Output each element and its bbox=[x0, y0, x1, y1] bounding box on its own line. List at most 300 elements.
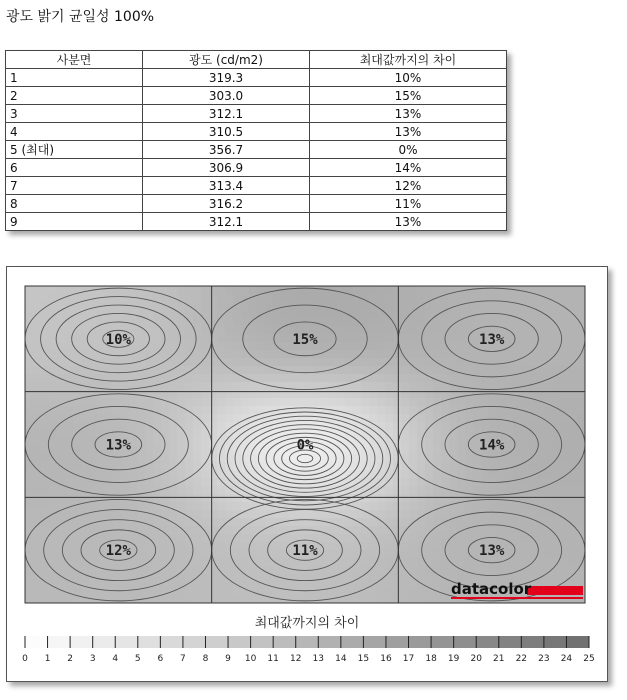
heatmap-pixel bbox=[561, 534, 570, 543]
heatmap-pixel bbox=[129, 470, 138, 479]
heatmap-pixel bbox=[193, 446, 202, 455]
heatmap-pixel bbox=[409, 294, 418, 303]
heatmap-pixel bbox=[33, 494, 42, 503]
heatmap-pixel bbox=[481, 598, 490, 607]
heatmap-pixel bbox=[105, 590, 114, 599]
heatmap-pixel bbox=[433, 518, 442, 527]
heatmap-pixel bbox=[457, 526, 466, 535]
heatmap-pixel bbox=[289, 510, 298, 519]
heatmap-pixel bbox=[97, 422, 106, 431]
heatmap-pixel bbox=[385, 358, 394, 367]
heatmap-pixel bbox=[169, 358, 178, 367]
heatmap-pixel bbox=[577, 358, 586, 367]
heatmap-pixel bbox=[369, 590, 378, 599]
heatmap-pixel bbox=[265, 374, 274, 383]
heatmap-pixel bbox=[537, 422, 546, 431]
heatmap-pixel bbox=[81, 446, 90, 455]
heatmap-pixel bbox=[193, 534, 202, 543]
heatmap-pixel bbox=[401, 358, 410, 367]
heatmap-pixel bbox=[377, 342, 386, 351]
heatmap-pixel bbox=[513, 326, 522, 335]
heatmap-pixel bbox=[401, 438, 410, 447]
heatmap-pixel bbox=[25, 414, 34, 423]
heatmap-pixel bbox=[57, 350, 66, 359]
heatmap-pixel bbox=[241, 590, 250, 599]
heatmap-pixel bbox=[105, 286, 114, 295]
heatmap-pixel bbox=[361, 542, 370, 551]
heatmap-pixel bbox=[489, 318, 498, 327]
heatmap-pixel bbox=[577, 310, 586, 319]
heatmap-pixel bbox=[177, 286, 186, 295]
heatmap-pixel bbox=[313, 358, 322, 367]
heatmap-pixel bbox=[273, 382, 282, 391]
heatmap-pixel bbox=[457, 558, 466, 567]
heatmap-pixel bbox=[425, 342, 434, 351]
heatmap-pixel bbox=[201, 486, 210, 495]
scale-segment bbox=[409, 636, 432, 648]
heatmap-pixel bbox=[121, 414, 130, 423]
heatmap-pixel bbox=[193, 374, 202, 383]
heatmap-pixel bbox=[353, 382, 362, 391]
heatmap-pixel bbox=[217, 502, 226, 511]
heatmap-pixel bbox=[497, 318, 506, 327]
heatmap-pixel bbox=[217, 542, 226, 551]
heatmap-pixel bbox=[417, 294, 426, 303]
heatmap-pixel bbox=[537, 526, 546, 535]
heatmap-pixel bbox=[177, 374, 186, 383]
heatmap-pixel bbox=[105, 574, 114, 583]
heatmap-pixel bbox=[209, 334, 218, 343]
scale-segment bbox=[48, 636, 71, 648]
cell-luminance: 319.3 bbox=[143, 69, 310, 87]
heatmap-pixel bbox=[169, 294, 178, 303]
heatmap-pixel bbox=[73, 430, 82, 439]
heatmap-pixel bbox=[545, 470, 554, 479]
heatmap-pixel bbox=[25, 366, 34, 375]
heatmap-pixel bbox=[177, 358, 186, 367]
heatmap-pixel bbox=[129, 366, 138, 375]
heatmap-pixel bbox=[265, 398, 274, 407]
heatmap-pixel bbox=[297, 494, 306, 503]
heatmap-pixel bbox=[433, 510, 442, 519]
heatmap-pixel bbox=[241, 502, 250, 511]
heatmap-pixel bbox=[177, 542, 186, 551]
scale-tick-label: 18 bbox=[425, 654, 437, 664]
heatmap-pixel bbox=[289, 518, 298, 527]
heatmap-pixel bbox=[201, 302, 210, 311]
heatmap-pixel bbox=[409, 526, 418, 535]
heatmap-pixel bbox=[249, 342, 258, 351]
cell-luminance: 316.2 bbox=[143, 195, 310, 213]
heatmap-pixel bbox=[217, 534, 226, 543]
heatmap-pixel bbox=[505, 550, 514, 559]
heatmap-pixel bbox=[225, 414, 234, 423]
heatmap-pixel bbox=[257, 550, 266, 559]
heatmap-pixel bbox=[161, 374, 170, 383]
heatmap-pixel bbox=[89, 430, 98, 439]
heatmap-pixel bbox=[393, 302, 402, 311]
heatmap-pixel bbox=[185, 534, 194, 543]
heatmap-pixel bbox=[209, 542, 218, 551]
heatmap-pixel bbox=[569, 494, 578, 503]
heatmap-pixel bbox=[473, 422, 482, 431]
heatmap-pixel bbox=[257, 366, 266, 375]
heatmap-pixel bbox=[377, 350, 386, 359]
heatmap-pixel bbox=[497, 502, 506, 511]
cell-quadrant: 5 (최대) bbox=[6, 141, 143, 159]
heatmap-pixel bbox=[305, 398, 314, 407]
heatmap-pixel bbox=[489, 310, 498, 319]
heatmap-pixel bbox=[177, 382, 186, 391]
heatmap-pixel bbox=[249, 398, 258, 407]
heatmap-pixel bbox=[313, 590, 322, 599]
heatmap-pixel bbox=[57, 470, 66, 479]
heatmap-pixel bbox=[41, 358, 50, 367]
heatmap-pixel bbox=[377, 502, 386, 511]
cell-quadrant: 9 bbox=[6, 213, 143, 231]
heatmap-pixel bbox=[33, 342, 42, 351]
heatmap-pixel bbox=[65, 462, 74, 471]
heatmap-pixel bbox=[481, 302, 490, 311]
heatmap-pixel bbox=[49, 550, 58, 559]
heatmap-pixel bbox=[417, 494, 426, 503]
heatmap-pixel bbox=[241, 598, 250, 607]
heatmap-pixel bbox=[201, 582, 210, 591]
heatmap-pixel bbox=[561, 566, 570, 575]
heatmap-pixel bbox=[33, 534, 42, 543]
heatmap-pixel bbox=[417, 358, 426, 367]
heatmap-pixel bbox=[313, 582, 322, 591]
heatmap-pixel bbox=[561, 334, 570, 343]
heatmap-pixel bbox=[545, 446, 554, 455]
heatmap-pixel bbox=[513, 470, 522, 479]
scale-segment bbox=[454, 636, 477, 648]
heatmap-pixel bbox=[201, 326, 210, 335]
heatmap-pixel bbox=[417, 486, 426, 495]
heatmap-pixel bbox=[353, 566, 362, 575]
heatmap-pixel bbox=[313, 574, 322, 583]
heatmap-pixel bbox=[201, 590, 210, 599]
cell-luminance: 312.1 bbox=[143, 213, 310, 231]
heatmap-pixel bbox=[393, 310, 402, 319]
heatmap-pixel bbox=[441, 310, 450, 319]
heatmap-pixel bbox=[265, 350, 274, 359]
heatmap-pixel bbox=[233, 398, 242, 407]
heatmap-pixel bbox=[545, 414, 554, 423]
scale-segment bbox=[386, 636, 409, 648]
heatmap-pixel bbox=[209, 318, 218, 327]
heatmap-pixel bbox=[153, 446, 162, 455]
heatmap-pixel bbox=[225, 318, 234, 327]
heatmap-pixel bbox=[41, 374, 50, 383]
heatmap-pixel bbox=[441, 526, 450, 535]
heatmap-pixel bbox=[425, 574, 434, 583]
heatmap-pixel bbox=[97, 558, 106, 567]
heatmap-pixel bbox=[457, 550, 466, 559]
heatmap-pixel bbox=[193, 558, 202, 567]
heatmap-pixel bbox=[345, 302, 354, 311]
heatmap-pixel bbox=[577, 374, 586, 383]
heatmap-pixel bbox=[161, 286, 170, 295]
heatmap-pixel bbox=[561, 478, 570, 487]
heatmap-pixel bbox=[505, 534, 514, 543]
heatmap-pixel bbox=[113, 286, 122, 295]
heatmap-pixel bbox=[465, 438, 474, 447]
heatmap-pixel bbox=[425, 446, 434, 455]
heatmap-pixel bbox=[417, 310, 426, 319]
heatmap-pixel bbox=[281, 534, 290, 543]
heatmap-pixel bbox=[41, 430, 50, 439]
heatmap-pixel bbox=[201, 558, 210, 567]
heatmap-pixel bbox=[57, 334, 66, 343]
heatmap-pixel bbox=[297, 310, 306, 319]
heatmap-pixel bbox=[185, 398, 194, 407]
heatmap-pixel bbox=[185, 286, 194, 295]
scale-segment bbox=[251, 636, 274, 648]
heatmap-pixel bbox=[305, 358, 314, 367]
heatmap-pixel bbox=[505, 510, 514, 519]
heatmap-pixel bbox=[73, 366, 82, 375]
heatmap-pixel bbox=[321, 294, 330, 303]
heatmap-pixel bbox=[521, 358, 530, 367]
heatmap-pixel bbox=[249, 526, 258, 535]
heatmap-pixel bbox=[201, 406, 210, 415]
heatmap-pixel bbox=[233, 550, 242, 559]
heatmap-pixel bbox=[161, 518, 170, 527]
heatmap-pixel bbox=[569, 510, 578, 519]
heatmap-pixel bbox=[137, 502, 146, 511]
heatmap-pixel bbox=[105, 582, 114, 591]
heatmap-pixel bbox=[217, 414, 226, 423]
heatmap-pixel bbox=[433, 286, 442, 295]
heatmap-pixel bbox=[329, 526, 338, 535]
heatmap-pixel bbox=[505, 470, 514, 479]
heatmap-pixel bbox=[401, 382, 410, 391]
heatmap-pixel bbox=[297, 294, 306, 303]
heatmap-pixel bbox=[537, 342, 546, 351]
heatmap-pixel bbox=[433, 454, 442, 463]
scale-tick-label: 7 bbox=[180, 654, 186, 664]
heatmap-pixel bbox=[401, 574, 410, 583]
heatmap-pixel bbox=[553, 598, 562, 607]
heatmap-pixel bbox=[33, 526, 42, 535]
heatmap-pixel bbox=[113, 582, 122, 591]
heatmap-pixel bbox=[321, 534, 330, 543]
heatmap-pixel bbox=[33, 542, 42, 551]
heatmap-pixel bbox=[113, 294, 122, 303]
scale-tick-label: 22 bbox=[515, 654, 528, 664]
heatmap-pixel bbox=[129, 486, 138, 495]
heatmap-pixel bbox=[89, 318, 98, 327]
heatmap-pixel bbox=[385, 558, 394, 567]
heatmap-pixel bbox=[537, 302, 546, 311]
heatmap-pixel bbox=[409, 438, 418, 447]
heatmap-pixel bbox=[417, 590, 426, 599]
heatmap-pixel bbox=[313, 406, 322, 415]
heatmap-pixel bbox=[401, 542, 410, 551]
heatmap-pixel bbox=[513, 558, 522, 567]
cell-difference: 13% bbox=[310, 213, 507, 231]
heatmap-pixel bbox=[489, 414, 498, 423]
heatmap-pixel bbox=[433, 550, 442, 559]
heatmap-pixel bbox=[521, 438, 530, 447]
table-row bbox=[6, 87, 507, 105]
heatmap-pixel bbox=[241, 398, 250, 407]
heatmap-pixel bbox=[521, 374, 530, 383]
heatmap-pixel bbox=[185, 598, 194, 607]
heatmap-pixel bbox=[369, 438, 378, 447]
heatmap-pixel bbox=[97, 454, 106, 463]
heatmap-pixel bbox=[529, 566, 538, 575]
heatmap-pixel bbox=[105, 358, 114, 367]
heatmap-pixel bbox=[113, 534, 122, 543]
heatmap-pixel bbox=[345, 374, 354, 383]
heatmap-pixel bbox=[177, 470, 186, 479]
heatmap-pixel bbox=[409, 502, 418, 511]
heatmap-pixel bbox=[345, 542, 354, 551]
heatmap-pixel bbox=[65, 478, 74, 487]
heatmap-pixel bbox=[489, 398, 498, 407]
heatmap-pixel bbox=[361, 598, 370, 607]
heatmap-pixel bbox=[313, 398, 322, 407]
heatmap-pixel bbox=[65, 550, 74, 559]
heatmap-pixel bbox=[265, 406, 274, 415]
heatmap-pixel bbox=[313, 366, 322, 375]
scale-tick-label: 13 bbox=[312, 654, 325, 664]
heatmap-pixel bbox=[81, 574, 90, 583]
heatmap-pixel bbox=[217, 366, 226, 375]
heatmap-pixel bbox=[145, 446, 154, 455]
heatmap-pixel bbox=[49, 382, 58, 391]
heatmap-pixel bbox=[57, 446, 66, 455]
heatmap-pixel bbox=[353, 598, 362, 607]
heatmap-pixel bbox=[361, 350, 370, 359]
heatmap-pixel bbox=[393, 470, 402, 479]
heatmap-pixel bbox=[97, 486, 106, 495]
heatmap-pixel bbox=[449, 414, 458, 423]
heatmap-pixel bbox=[401, 446, 410, 455]
heatmap-pixel bbox=[89, 590, 98, 599]
heatmap-pixel bbox=[105, 366, 114, 375]
heatmap-pixel bbox=[457, 510, 466, 519]
heatmap-pixel bbox=[57, 382, 66, 391]
heatmap-pixel bbox=[569, 598, 578, 607]
heatmap-pixel bbox=[57, 486, 66, 495]
heatmap-pixel bbox=[521, 326, 530, 335]
heatmap-pixel bbox=[233, 406, 242, 415]
heatmap-pixel bbox=[249, 382, 258, 391]
heatmap-pixel bbox=[321, 318, 330, 327]
heatmap-pixel bbox=[409, 494, 418, 503]
heatmap-pixel bbox=[201, 374, 210, 383]
header-luminance: 광도 (cd/m2) bbox=[143, 51, 310, 69]
heatmap-pixel bbox=[217, 598, 226, 607]
heatmap-pixel bbox=[281, 318, 290, 327]
heatmap-pixel bbox=[169, 574, 178, 583]
heatmap-pixel bbox=[81, 454, 90, 463]
heatmap-pixel bbox=[225, 398, 234, 407]
heatmap-pixel bbox=[185, 454, 194, 463]
heatmap-pixel bbox=[225, 358, 234, 367]
heatmap-pixel bbox=[473, 486, 482, 495]
heatmap-pixel bbox=[49, 310, 58, 319]
heatmap-pixel bbox=[265, 470, 274, 479]
heatmap-pixel bbox=[49, 302, 58, 311]
heatmap-pixel bbox=[545, 374, 554, 383]
heatmap-pixel bbox=[329, 350, 338, 359]
heatmap-pixel bbox=[505, 518, 514, 527]
heatmap-pixel bbox=[433, 334, 442, 343]
heatmap-pixel bbox=[385, 550, 394, 559]
heatmap-pixel bbox=[193, 366, 202, 375]
heatmap-pixel bbox=[33, 406, 42, 415]
heatmap-pixel bbox=[129, 374, 138, 383]
heatmap-pixel bbox=[433, 438, 442, 447]
heatmap-pixel bbox=[353, 582, 362, 591]
heatmap-pixel bbox=[385, 422, 394, 431]
heatmap-pixel bbox=[513, 502, 522, 511]
heatmap-pixel bbox=[521, 398, 530, 407]
heatmap-pixel bbox=[145, 566, 154, 575]
heatmap-pixel bbox=[457, 342, 466, 351]
heatmap-pixel bbox=[521, 414, 530, 423]
heatmap-pixel bbox=[545, 342, 554, 351]
heatmap-pixel bbox=[281, 286, 290, 295]
heatmap-pixel bbox=[145, 438, 154, 447]
heatmap-pixel bbox=[409, 550, 418, 559]
heatmap-pixel bbox=[321, 398, 330, 407]
heatmap-pixel bbox=[489, 454, 498, 463]
heatmap-pixel bbox=[137, 382, 146, 391]
heatmap-pixel bbox=[569, 366, 578, 375]
table-row bbox=[6, 123, 507, 141]
heatmap-pixel bbox=[569, 334, 578, 343]
heatmap-pixel bbox=[457, 422, 466, 431]
heatmap-pixel bbox=[33, 382, 42, 391]
heatmap-pixel bbox=[257, 574, 266, 583]
heatmap-pixel bbox=[473, 366, 482, 375]
heatmap-pixel bbox=[313, 598, 322, 607]
heatmap-pixel bbox=[241, 286, 250, 295]
heatmap-pixel bbox=[57, 566, 66, 575]
heatmap-pixel bbox=[497, 526, 506, 535]
heatmap-pixel bbox=[121, 518, 130, 527]
heatmap-pixel bbox=[537, 310, 546, 319]
heatmap-pixel bbox=[361, 310, 370, 319]
heatmap-pixel bbox=[553, 382, 562, 391]
heatmap-pixel bbox=[385, 542, 394, 551]
heatmap-pixel bbox=[225, 374, 234, 383]
heatmap-pixel bbox=[97, 374, 106, 383]
heatmap-pixel bbox=[513, 430, 522, 439]
heatmap-pixel bbox=[521, 454, 530, 463]
heatmap-pixel bbox=[25, 294, 34, 303]
heatmap-pixel bbox=[257, 534, 266, 543]
heatmap-pixel bbox=[49, 326, 58, 335]
heatmap-pixel bbox=[553, 502, 562, 511]
heatmap-pixel bbox=[361, 526, 370, 535]
heatmap-pixel bbox=[33, 286, 42, 295]
heatmap-pixel bbox=[225, 294, 234, 303]
heatmap-pixel bbox=[33, 318, 42, 327]
cell-quadrant: 7 bbox=[6, 177, 143, 195]
heatmap-pixel bbox=[497, 374, 506, 383]
heatmap-pixel bbox=[369, 350, 378, 359]
heatmap-pixel bbox=[273, 374, 282, 383]
heatmap-pixel bbox=[569, 550, 578, 559]
heatmap-pixel bbox=[569, 486, 578, 495]
heatmap-pixel bbox=[433, 406, 442, 415]
